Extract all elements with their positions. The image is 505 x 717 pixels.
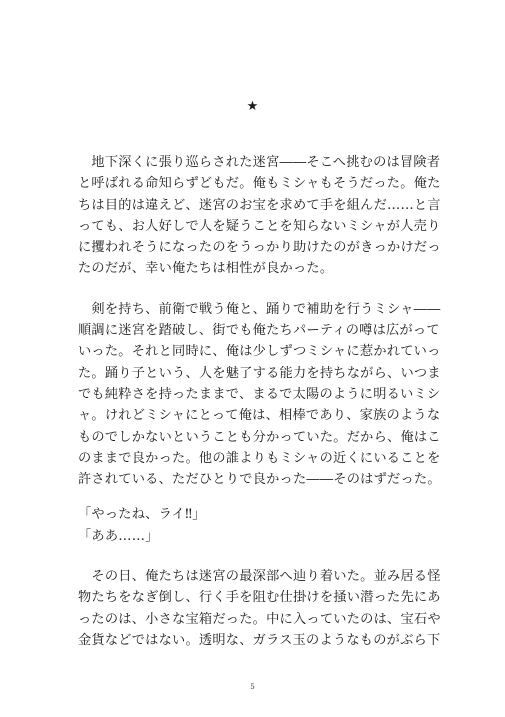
paragraph-gap [78, 280, 454, 299]
text-line: でも純粋さを持ったままで、まるで太陽のように明るいミシ [78, 386, 441, 402]
body-text [78, 152, 454, 651]
text-line: 許されている、ただひとりで良かった――そのはずだった。 [78, 472, 441, 488]
text-line: 物たちをなぎ倒し、行く手を阻む仕掛けを掻い潜った先にあ [78, 590, 441, 606]
text-line: ャ。けれどミシャにとって俺は、相棒であり、家族のような [78, 408, 441, 424]
text-line: その日、俺たちは迷宮の最深部へ辿り着いた。並み居る怪 [78, 569, 441, 585]
text-line: 順調に迷宮を踏破し、街でも俺たちパーティの噂は広がって [78, 323, 440, 339]
text-line: ちは目的は違えど、迷宮のお宝を求めて手を組んだ……と言 [78, 197, 441, 213]
text-line: いった。それと同時に、俺は少しずつミシャに惹かれていっ [78, 344, 441, 360]
text-line: ったのは、小さな宝箱だった。中に入っていたのは、宝石や [78, 611, 441, 627]
text-line: に攫われそうになったのをうっかり助けたのがきっかけだっ [78, 240, 441, 256]
text-line: たのだが、幸い俺たちは相性が良かった。 [78, 261, 334, 277]
dialogue [78, 504, 454, 547]
paragraph-3 [78, 566, 454, 651]
text-line: と呼ばれる命知らずどもだ。俺もミシャもそうだった。俺た [78, 176, 441, 192]
text-line: っても、お人好しで人を疑うことを知らないミシャが人売り [78, 218, 441, 234]
text-line: ものでしかないということも分かっていた。だから、俺はこ [78, 429, 441, 445]
text-line: 剣を持ち、前衛で戦う俺と、踊りで補助を行うミシャ―― [78, 301, 441, 317]
paragraph-2 [78, 299, 454, 491]
dialogue-line: 「やったね、ライ‼」 [78, 507, 206, 523]
paragraph-gap [78, 490, 454, 504]
text-line: のままで良かった。他の誰よりもミシャの近くにいることを [78, 450, 441, 466]
text-line: た。踊り子という、人を魅了する能力を持ちながら、いつま [78, 365, 441, 381]
scene-break-star: ★ [246, 99, 259, 114]
paragraph-1 [78, 152, 454, 280]
paragraph-gap [78, 547, 454, 566]
dialogue-line: 「ああ……」 [78, 528, 159, 544]
text-line: 地下深くに張り巡らされた迷宮――そこへ挑むのは冒険者 [78, 155, 441, 170]
text-line: 金貨などではない。透明な、ガラス玉のようなものがぶら下 [78, 632, 441, 648]
page-number: 5 [250, 683, 255, 691]
